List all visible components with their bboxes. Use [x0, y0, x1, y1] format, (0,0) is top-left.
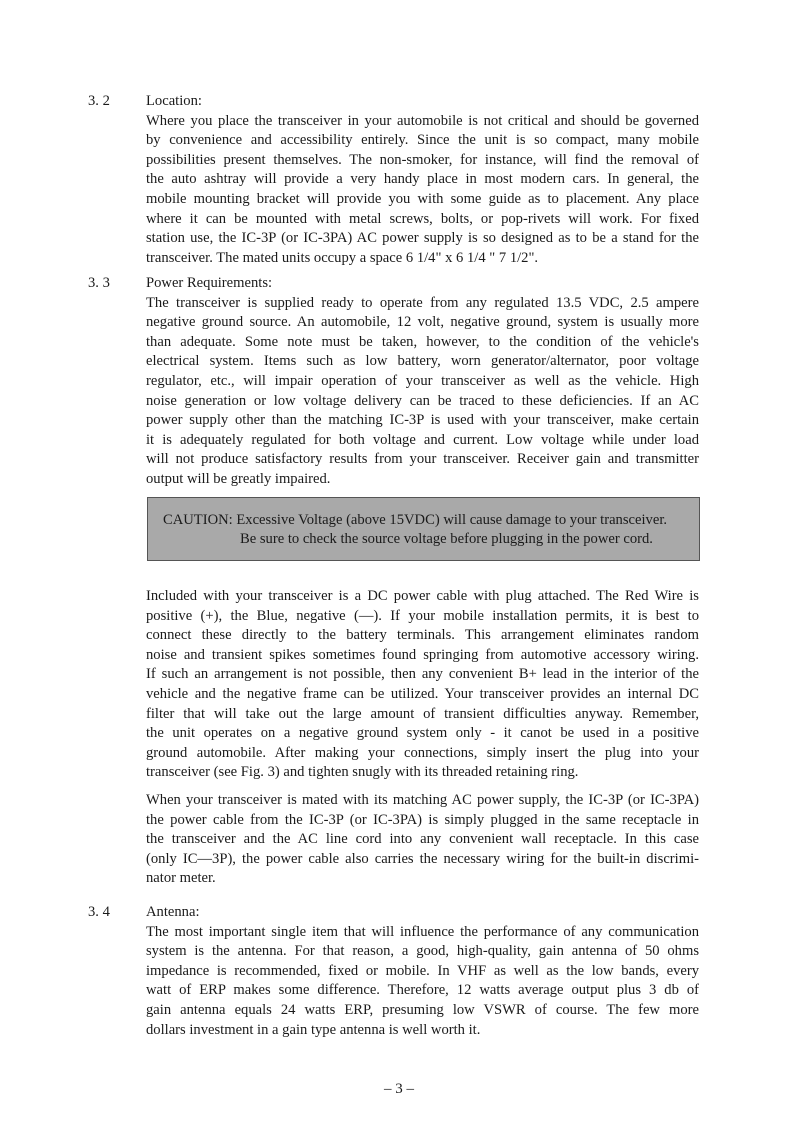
text-line: gain antenna equals 24 watts ERP, presuming low VSWR of course. The few more [146, 1001, 699, 1018]
text-line: the unit operates on a negative ground system only - it canot be used in a positive [146, 725, 699, 742]
caution-line-2: Be sure to check the source voltage before plugging in the power cord. [240, 531, 653, 547]
section-3-3 [146, 274, 699, 490]
text-line: If such an arrangement is not possible, then any convenient B+ lead in the interior of the [146, 666, 699, 683]
section-body [146, 112, 699, 269]
section-3-2-number: 3. 2 [88, 93, 110, 109]
text-line: station use, the IC-3P (or IC-3PA) AC power supply is so designed as to be a stand for the [146, 230, 699, 247]
text-line: electrical system. Items such as low battery, worn generator/alternator, poor voltage [146, 353, 699, 370]
text-line: mobile mounting bracket will provide you with some guide as to placement. Any place [146, 190, 699, 207]
text-line: dollars investment in a gain type antenna is well worth it. [146, 1021, 481, 1038]
text-line: noise generation or low voltage delivery can be traced to these deficiencies. If an AC [146, 392, 699, 409]
text-line: negative ground source. An automobile, 12 volt, negative ground, system is usually more [146, 314, 699, 331]
text-line: Where you place the transceiver in your automobile is not critical and should be governed [146, 112, 699, 129]
section-heading: Location: [146, 93, 202, 109]
text-line: the power cable from the IC-3P (or IC-3PA) is simply plugged in the same receptacle in [146, 811, 699, 828]
section-heading: Power Requirements: [146, 275, 273, 291]
text-line: where it can be mounted with metal screws, bolts, or pop-rivets will work. For fixed [146, 210, 699, 227]
paragraph-ac-supply [146, 791, 699, 889]
caution-line-1: CAUTION: Excessive Voltage (above 15VDC) will cause damage to your transceiver. [163, 512, 668, 528]
text-line: it is adequately regulated for both voltage and current. Low voltage while under load [146, 431, 699, 448]
text-line: (only IC—3P), the power cable also carries the necessary wiring for the built-in discrimi- [146, 850, 699, 867]
text-line: The transceiver is supplied ready to operate from any regulated 13.5 VDC, 2.5 ampere [146, 294, 699, 311]
text-line: positive (+), the Blue, negative (—). If your mobile installation permits, it is best to [146, 607, 699, 624]
section-3-4-number: 3. 4 [88, 904, 110, 920]
text-line: nator meter. [146, 870, 216, 887]
text-line: noise and transient spikes sometimes found springing from automotive accessory wiring. [146, 646, 699, 663]
text-line: watt of ERP makes some difference. Therefore, 12 watts average output plus 3 db of [146, 982, 699, 999]
section-body [146, 923, 699, 1041]
section-3-4 [146, 903, 699, 1040]
text-line: vehicle and the negative frame can be utilized. Your transceiver provides an internal DC [146, 685, 699, 702]
text-line: system is the antenna. For that reason, a good, high-quality, gain antenna of 50 ohms [146, 943, 699, 960]
text-line: Included with your transceiver is a DC power cable with plug attached. The Red Wire is [146, 588, 699, 604]
caution-box [147, 497, 700, 561]
text-line: possibilities present themselves. The non-smoker, for instance, will find the removal of [146, 151, 699, 168]
text-line: filter that will take out the large amount of transient difficulties anyway. Remember, [146, 705, 699, 722]
text-line: the transceiver and the AC line cord into any convenient wall receptacle. In this case [146, 831, 699, 848]
paragraph-dc-cable [146, 587, 699, 783]
text-line: The most important single item that will influence the performance of any communication [146, 923, 699, 940]
page-number: – 3 – [384, 1081, 414, 1097]
section-heading: Antenna: [146, 904, 200, 920]
text-line: by convenience and accessibility entirely. Since the unit is so compact, many mobile [146, 132, 699, 149]
section-3-3-number: 3. 3 [88, 275, 110, 291]
text-line: impedance is recommended, fixed or mobile. In VHF as well as the low bands, every [146, 962, 699, 979]
text-line: ground automobile. After making your connections, simply insert the plug into your [146, 744, 699, 761]
text-line: When your transceiver is mated with its matching AC power supply, the IC-3P (or IC-3PA) [146, 792, 699, 808]
text-line: transceiver. The mated units occupy a space 6 1/4" x 6 1/4 " 7 1/2". [146, 249, 539, 266]
text-line: than adequate. Some note must be taken, however, to the condition of the vehicle's [146, 333, 699, 350]
text-line: the auto ashtray will provide a very handy place in most modern cars. In general, the [146, 171, 699, 188]
section-body [146, 294, 699, 490]
section-3-2 [146, 92, 699, 268]
text-line: connect these directly to the battery terminals. This arrangement eliminates random [146, 627, 699, 644]
text-line: regulator, etc., will impair operation of your transceiver as well as the vehicle. High [146, 372, 699, 389]
text-line: power supply other than the matching IC-3P is used with your transceiver, make certain [146, 412, 699, 429]
text-line: transceiver (see Fig. 3) and tighten snugly with its threaded retaining ring. [146, 764, 579, 781]
text-line: output will be greatly impaired. [146, 470, 331, 487]
text-line: will not produce satisfactory results from your transceiver. Receiver gain and transmitter [146, 451, 699, 468]
